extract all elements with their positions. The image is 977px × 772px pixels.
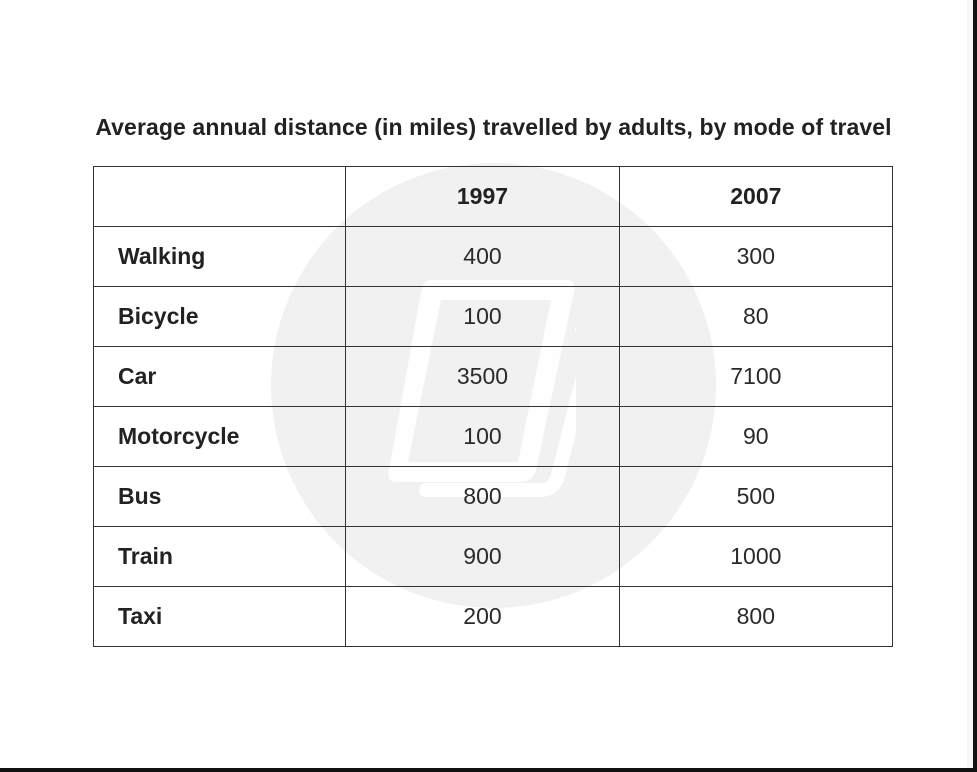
value-1997: 800 xyxy=(346,467,619,527)
chart-title: Average annual distance (in miles) travelled by adults, by mode of travel xyxy=(95,114,892,140)
row-label: Car xyxy=(94,347,346,407)
value-2007: 90 xyxy=(619,407,892,467)
row-label: Train xyxy=(94,527,346,587)
value-1997: 900 xyxy=(346,527,619,587)
value-1997: 100 xyxy=(346,407,619,467)
value-2007: 80 xyxy=(619,287,892,347)
row-label: Bus xyxy=(94,467,346,527)
distance-table xyxy=(93,166,893,647)
header-1997: 1997 xyxy=(346,167,619,227)
table-row xyxy=(94,407,893,467)
value-1997: 3500 xyxy=(346,347,619,407)
table-row xyxy=(94,347,893,407)
value-1997: 100 xyxy=(346,287,619,347)
table-row xyxy=(94,467,893,527)
value-2007: 1000 xyxy=(619,527,892,587)
value-1997: 400 xyxy=(346,227,619,287)
row-label: Taxi xyxy=(94,587,346,647)
value-2007: 500 xyxy=(619,467,892,527)
row-label: Bicycle xyxy=(94,287,346,347)
row-label: Motorcycle xyxy=(94,407,346,467)
frame-border-bottom xyxy=(0,768,977,772)
value-2007: 7100 xyxy=(619,347,892,407)
value-2007: 800 xyxy=(619,587,892,647)
table-row xyxy=(94,527,893,587)
table-row xyxy=(94,587,893,647)
value-1997: 200 xyxy=(346,587,619,647)
table-row xyxy=(94,227,893,287)
table-row xyxy=(94,287,893,347)
row-label: Walking xyxy=(94,227,346,287)
table-header-row xyxy=(94,167,893,227)
header-2007: 2007 xyxy=(619,167,892,227)
value-2007: 300 xyxy=(619,227,892,287)
header-corner xyxy=(94,167,346,227)
